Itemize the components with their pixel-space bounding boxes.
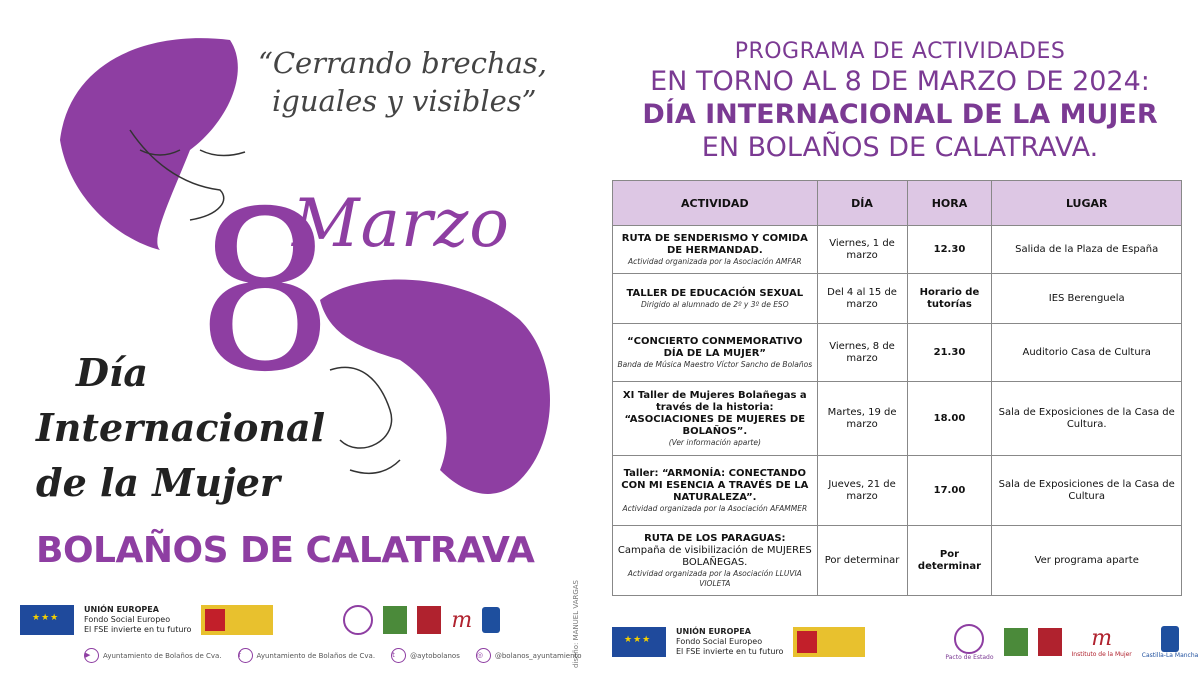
poster — [0, 0, 590, 675]
table-header-row — [613, 181, 1182, 226]
pacto-logo-icon — [954, 624, 984, 654]
event-name — [36, 345, 325, 510]
sponsor-logos-left — [20, 598, 500, 642]
instituto-mujer-logo-icon: m — [1091, 626, 1113, 651]
table-row: Taller: “ARMONÍA: CONECTANDO CON MI ESENCIA A TRAVÉS DE LA NATURALEZA”. Actividad organizada por la Asociación AFAMMER Jueves, 21 de marzo 17.00 Sala de Exposiciones de la Casa de Cultura — [613, 456, 1182, 526]
instagram-icon: ◎ — [476, 648, 491, 663]
table-row: XI Taller de Mujeres Bolañegas a través de la historia: “ASOCIACIONES DE MUJERES DE BOLAÑOS”. (Ver información aparte) Martes, 19 de marzo 18.00 Sala de Exposiciones de la Casa de Cultura. — [613, 382, 1182, 456]
mujer-logo-icon — [1038, 628, 1062, 656]
program-panel — [600, 0, 1200, 675]
town-shield-icon — [383, 606, 407, 634]
mujer-logo-icon — [417, 606, 441, 634]
castilla-la-mancha-logo-icon — [1161, 626, 1179, 652]
slogan — [258, 44, 578, 120]
instituto-mujer-logo: m Instituto de la Mujer — [1071, 626, 1132, 658]
twitter-link[interactable]: t @aytobolanos — [391, 648, 460, 663]
program-table — [612, 180, 1182, 596]
pacto-logo: Pacto de Estado — [945, 624, 993, 661]
youtube-icon: ▶ — [84, 648, 99, 663]
social-links — [84, 648, 582, 663]
castilla-la-mancha-logo-icon — [482, 607, 500, 633]
col-lugar: LUGAR — [992, 181, 1182, 226]
month-label: Marzo — [292, 185, 510, 262]
instituto-mujer-logo-icon: m — [451, 607, 473, 633]
facebook-icon: f — [238, 648, 253, 663]
sponsor-logos-right — [612, 620, 1198, 664]
event-line-1: Día — [76, 350, 149, 395]
eu-text: UNIÓN EUROPEA Fondo Social Europeo El FSE invierte en tu futuro — [84, 605, 192, 634]
town-shield-icon — [1004, 628, 1028, 656]
spain-ministry-logo — [201, 605, 273, 635]
col-dia: DÍA — [817, 181, 907, 226]
pacto-logo-icon — [343, 605, 373, 635]
event-line-2: Internacional — [36, 405, 326, 450]
event-line-3: de la Mujer — [36, 460, 280, 505]
table-row: RUTA DE LOS PARAGUAS: Campaña de visibilización de MUJERES BOLAÑEGAS. Actividad organizada por la Asociación LLUVIA VIOLETA Por determinar Por determinar Ver programa aparte — [613, 526, 1182, 596]
eu-text: UNIÓN EUROPEA Fondo Social Europeo El FSE invierte en tu futuro — [676, 627, 784, 656]
town-name: BOLAÑOS DE CALATRAVA — [36, 530, 535, 571]
program-title: PROGRAMA DE ACTIVIDADES EN TORNO AL 8 DE MARZO DE 2024: DÍA INTERNACIONAL DE LA MUJER EN BOLAÑOS DE CALATRAVA. — [642, 39, 1158, 163]
table-row: “CONCIERTO CONMEMORATIVO DÍA DE LA MUJER” Banda de Música Maestro Víctor Sancho de Bolaños Viernes, 8 de marzo 21.30 Auditorio Casa de Cultura — [613, 324, 1182, 382]
hair-bottom — [320, 280, 550, 494]
day-number: 8 — [195, 164, 335, 420]
col-hora: HORA — [907, 181, 992, 226]
facebook-link[interactable]: f Ayuntamiento de Bolaños de Cva. — [238, 648, 376, 663]
face-bottom — [330, 367, 400, 473]
slogan-line-2: iguales y visibles” — [272, 84, 537, 118]
region-logo: Castilla-La Mancha — [1142, 626, 1199, 659]
eu-flag-icon — [612, 627, 666, 657]
eu-flag-icon — [20, 605, 74, 635]
col-actividad: ACTIVIDAD — [613, 181, 818, 226]
table-row: RUTA DE SENDERISMO Y COMIDA DE HERMANDAD. Actividad organizada por la Asociación AMFAR Viernes, 1 de marzo 12.30 Salida de la Plaza de España — [613, 226, 1182, 274]
twitter-icon: t — [391, 648, 406, 663]
slogan-line-1: “Cerrando brechas, — [258, 46, 548, 80]
spain-ministry-logo — [793, 627, 865, 657]
instagram-link[interactable]: ◎ @bolanos_ayuntamiento — [476, 648, 582, 663]
design-credit: diseño: MANUEL VARGAS — [572, 580, 580, 669]
table-row: TALLER DE EDUCACIÓN SEXUAL Dirigido al alumnado de 2º y 3º de ESO Del 4 al 15 de marzo Horario de tutorías IES Berenguela — [613, 274, 1182, 324]
youtube-link[interactable]: ▶ Ayuntamiento de Bolaños de Cva. — [84, 648, 222, 663]
